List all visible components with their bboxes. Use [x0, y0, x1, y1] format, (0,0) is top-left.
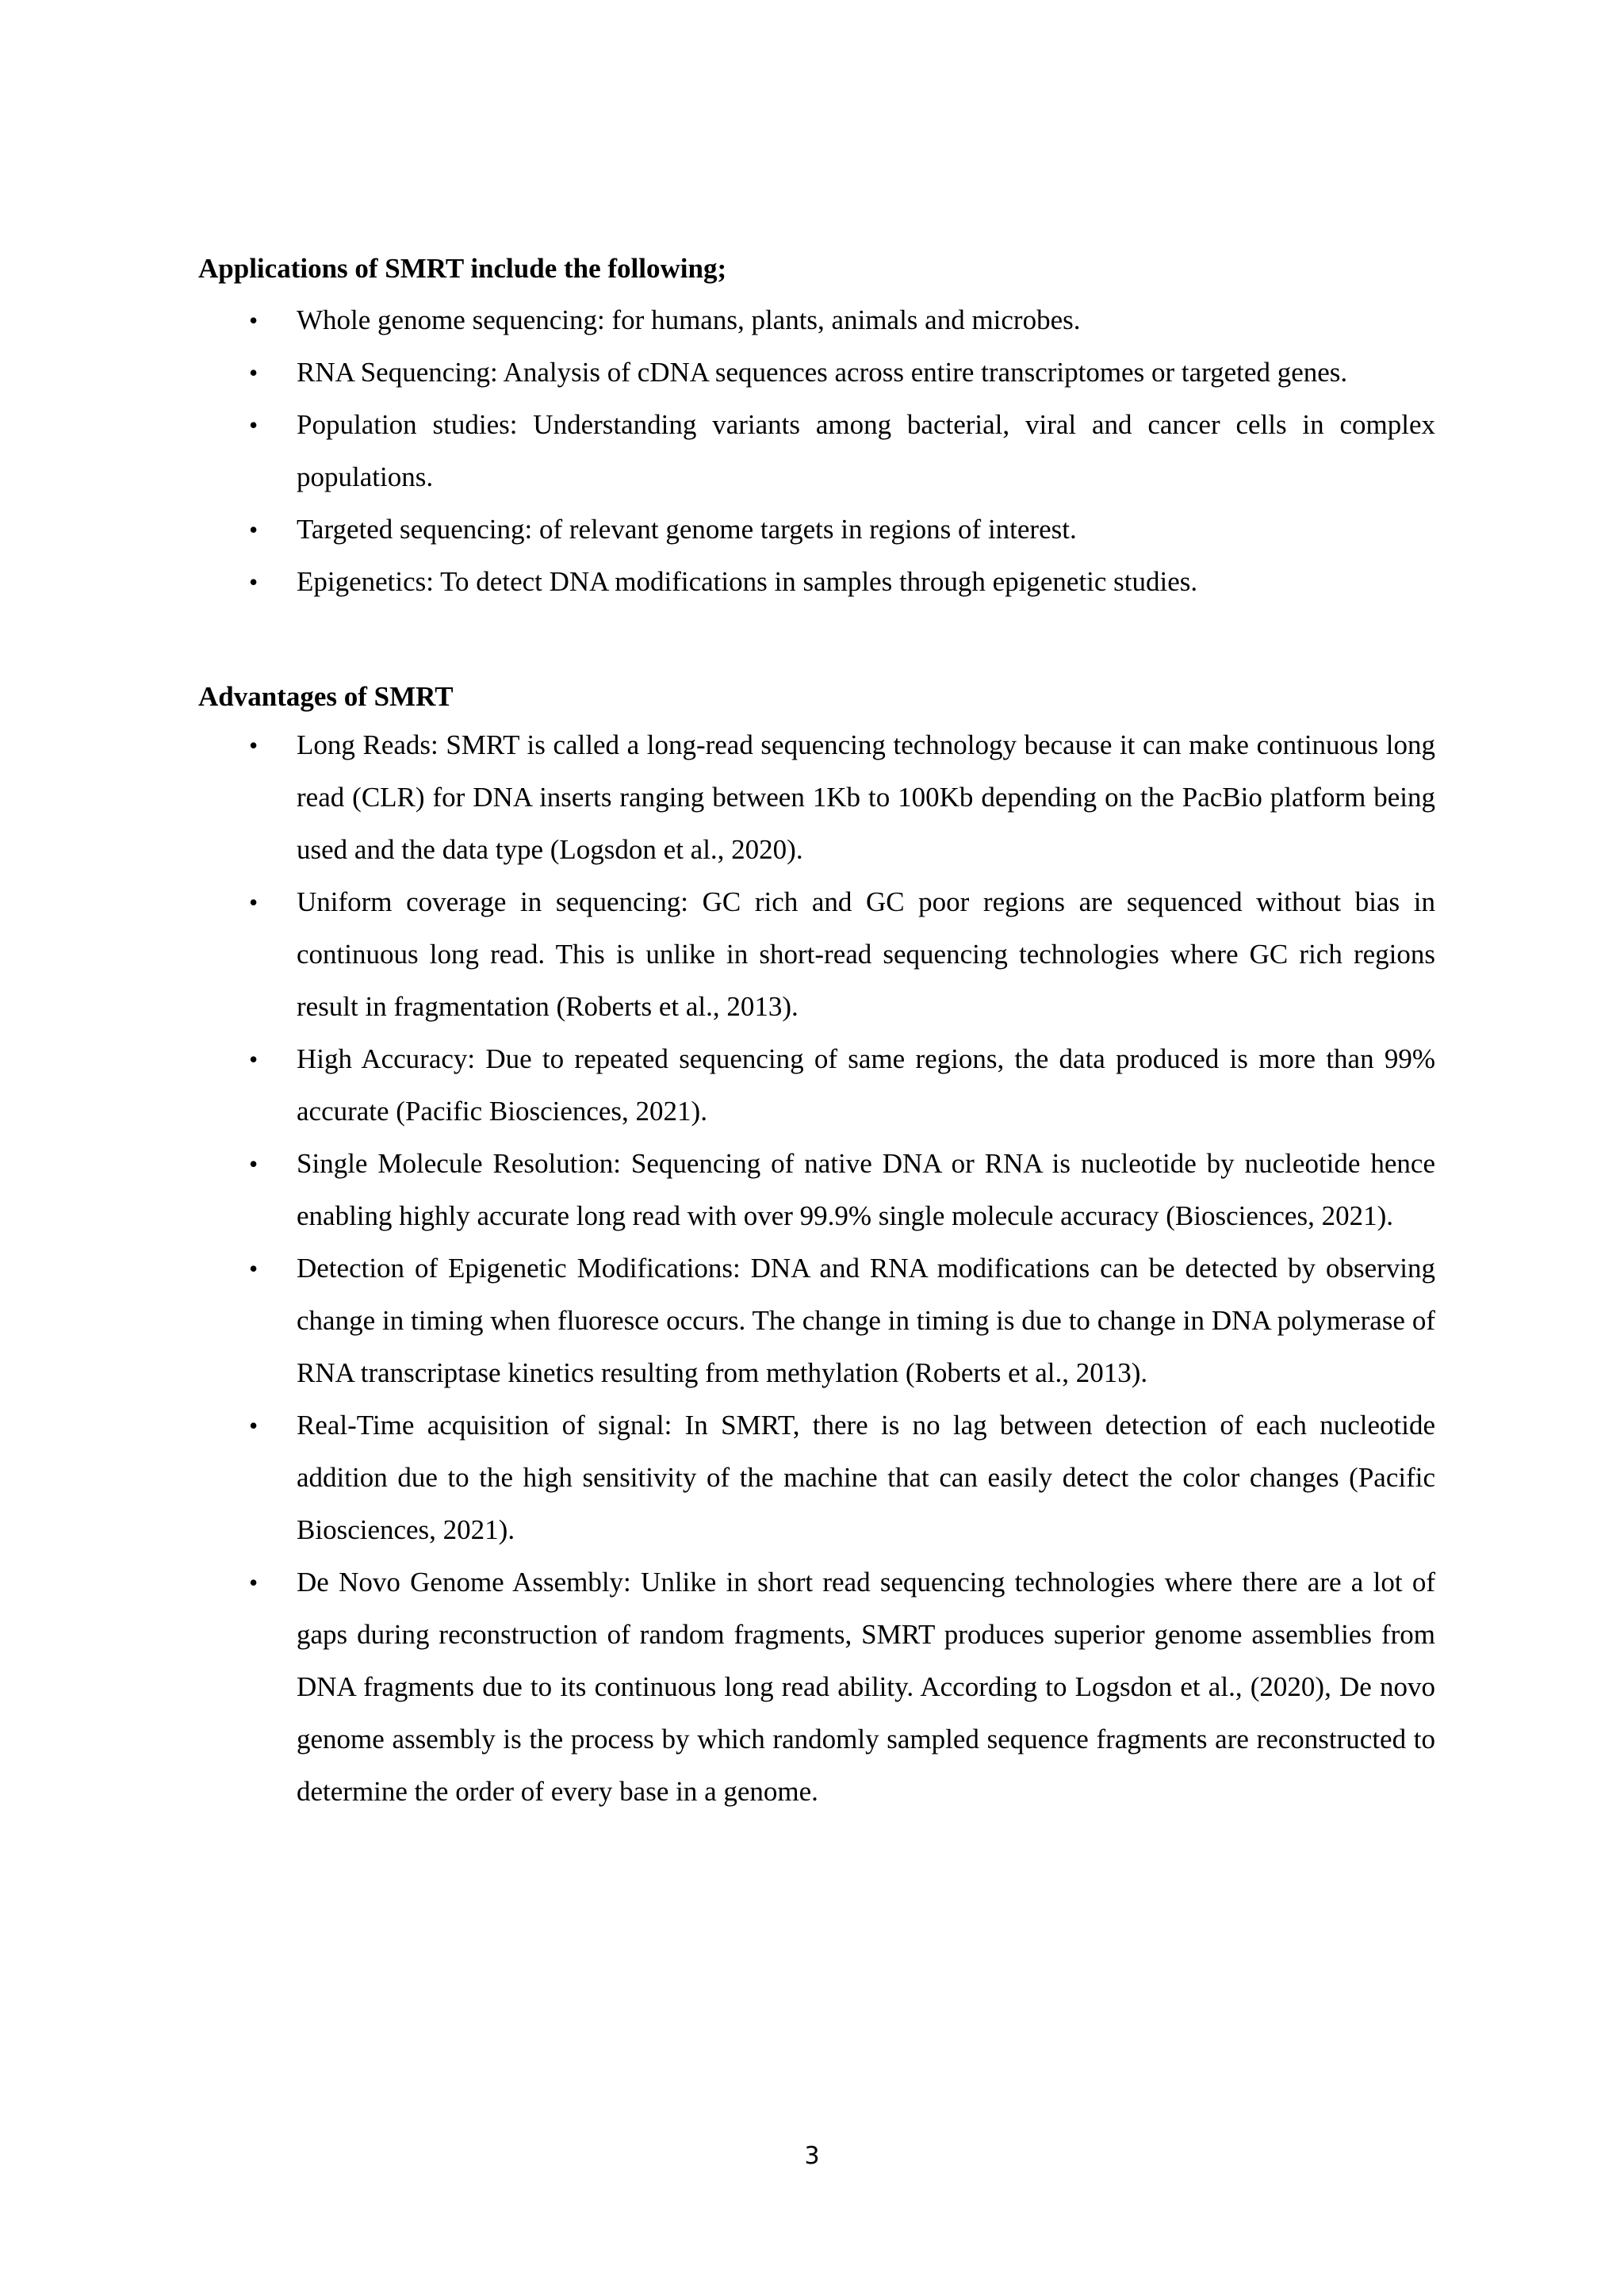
list-item	[198, 1556, 1435, 1818]
advantages-heading: Advantages of SMRT	[198, 681, 454, 712]
list-item	[198, 399, 1435, 503]
list-item-text: Real-Time acquisition of signal: In SMRT, there is no lag between detection of each nucleotide addition due to the high sensitivity of the machine that can easily detect the color changes (Pacific Biosciences, 2021).	[297, 1410, 1435, 1545]
list-item	[198, 346, 1435, 399]
bullet-icon: •	[249, 515, 259, 544]
bullet-icon: •	[249, 1568, 259, 1597]
list-item-text: RNA Sequencing: Analysis of cDNA sequences across entire transcriptomes or targeted genes.	[297, 357, 1348, 388]
list-item	[198, 1033, 1435, 1138]
bullet-icon: •	[249, 1150, 259, 1178]
list-item-text: Whole genome sequencing: for humans, plants, animals and microbes.	[297, 304, 1081, 335]
list-item	[198, 294, 1435, 346]
list-item-text: Targeted sequencing: of relevant genome targets in regions of interest.	[297, 514, 1077, 545]
applications-list	[198, 294, 1435, 608]
bullet-icon: •	[249, 1411, 259, 1440]
list-item	[198, 503, 1435, 556]
list-item-text: Population studies: Understanding variants among bacterial, viral and cancer cells in complex populations.	[297, 409, 1435, 492]
list-item	[198, 876, 1435, 1033]
list-item-text: Long Reads: SMRT is called a long-read sequencing technology because it can make continuous long read (CLR) for DNA inserts ranging between 1Kb to 100Kb depending on the PacBio platform being used and the data type (Logsdon et al., 2020).	[297, 729, 1435, 865]
bullet-icon: •	[249, 358, 259, 387]
list-item-text: De Novo Genome Assembly: Unlike in short read sequencing technologies where there are a lot of gaps during reconstruction of random fragments, SMRT produces superior genome assemblies from DNA fragments due to its continuous long read ability. According to Logsdon et al., (2020), De novo genome assembly is the process by which randomly sampled sequence fragments are reconstructed to determine the order of every base in a genome.	[297, 1567, 1435, 1807]
list-item	[198, 1242, 1435, 1399]
page-content	[198, 249, 1435, 1818]
list-item-text: Uniform coverage in sequencing: GC rich and GC poor regions are sequenced without bias in continuous long read. This is unlike in short-read sequencing technologies where GC rich regions result in fragmentation (Roberts et al., 2013).	[297, 886, 1435, 1022]
list-item	[198, 1399, 1435, 1556]
bullet-icon: •	[249, 1254, 259, 1283]
bullet-icon: •	[249, 306, 259, 335]
list-item-text: High Accuracy: Due to repeated sequencing of same regions, the data produced is more than 99% accurate (Pacific Biosciences, 2021).	[297, 1043, 1435, 1127]
list-item	[198, 556, 1435, 608]
bullet-icon: •	[249, 888, 259, 916]
advantages-list	[198, 719, 1435, 1818]
list-item-text: Epigenetics: To detect DNA modifications in samples through epigenetic studies.	[297, 566, 1198, 597]
applications-heading: Applications of SMRT include the following;	[198, 253, 727, 284]
bullet-icon: •	[249, 411, 259, 439]
list-item-text: Detection of Epigenetic Modifications: DNA and RNA modifications can be detected by observing change in timing when fluoresce occurs. The change in timing is due to change in DNA polymerase of RNA transcriptase kinetics resulting from methylation (Roberts et al., 2013).	[297, 1253, 1435, 1388]
bullet-icon: •	[249, 1045, 259, 1073]
bullet-icon: •	[249, 731, 259, 760]
list-item-text: Single Molecule Resolution: Sequencing of native DNA or RNA is nucleotide by nucleotide hence enabling highly accurate long read with over 99.9% single molecule accuracy (Biosciences, 2021).	[297, 1148, 1435, 1231]
list-item	[198, 719, 1435, 876]
list-item	[198, 1138, 1435, 1242]
page-number: 3	[804, 2142, 820, 2170]
bullet-icon: •	[249, 568, 259, 596]
